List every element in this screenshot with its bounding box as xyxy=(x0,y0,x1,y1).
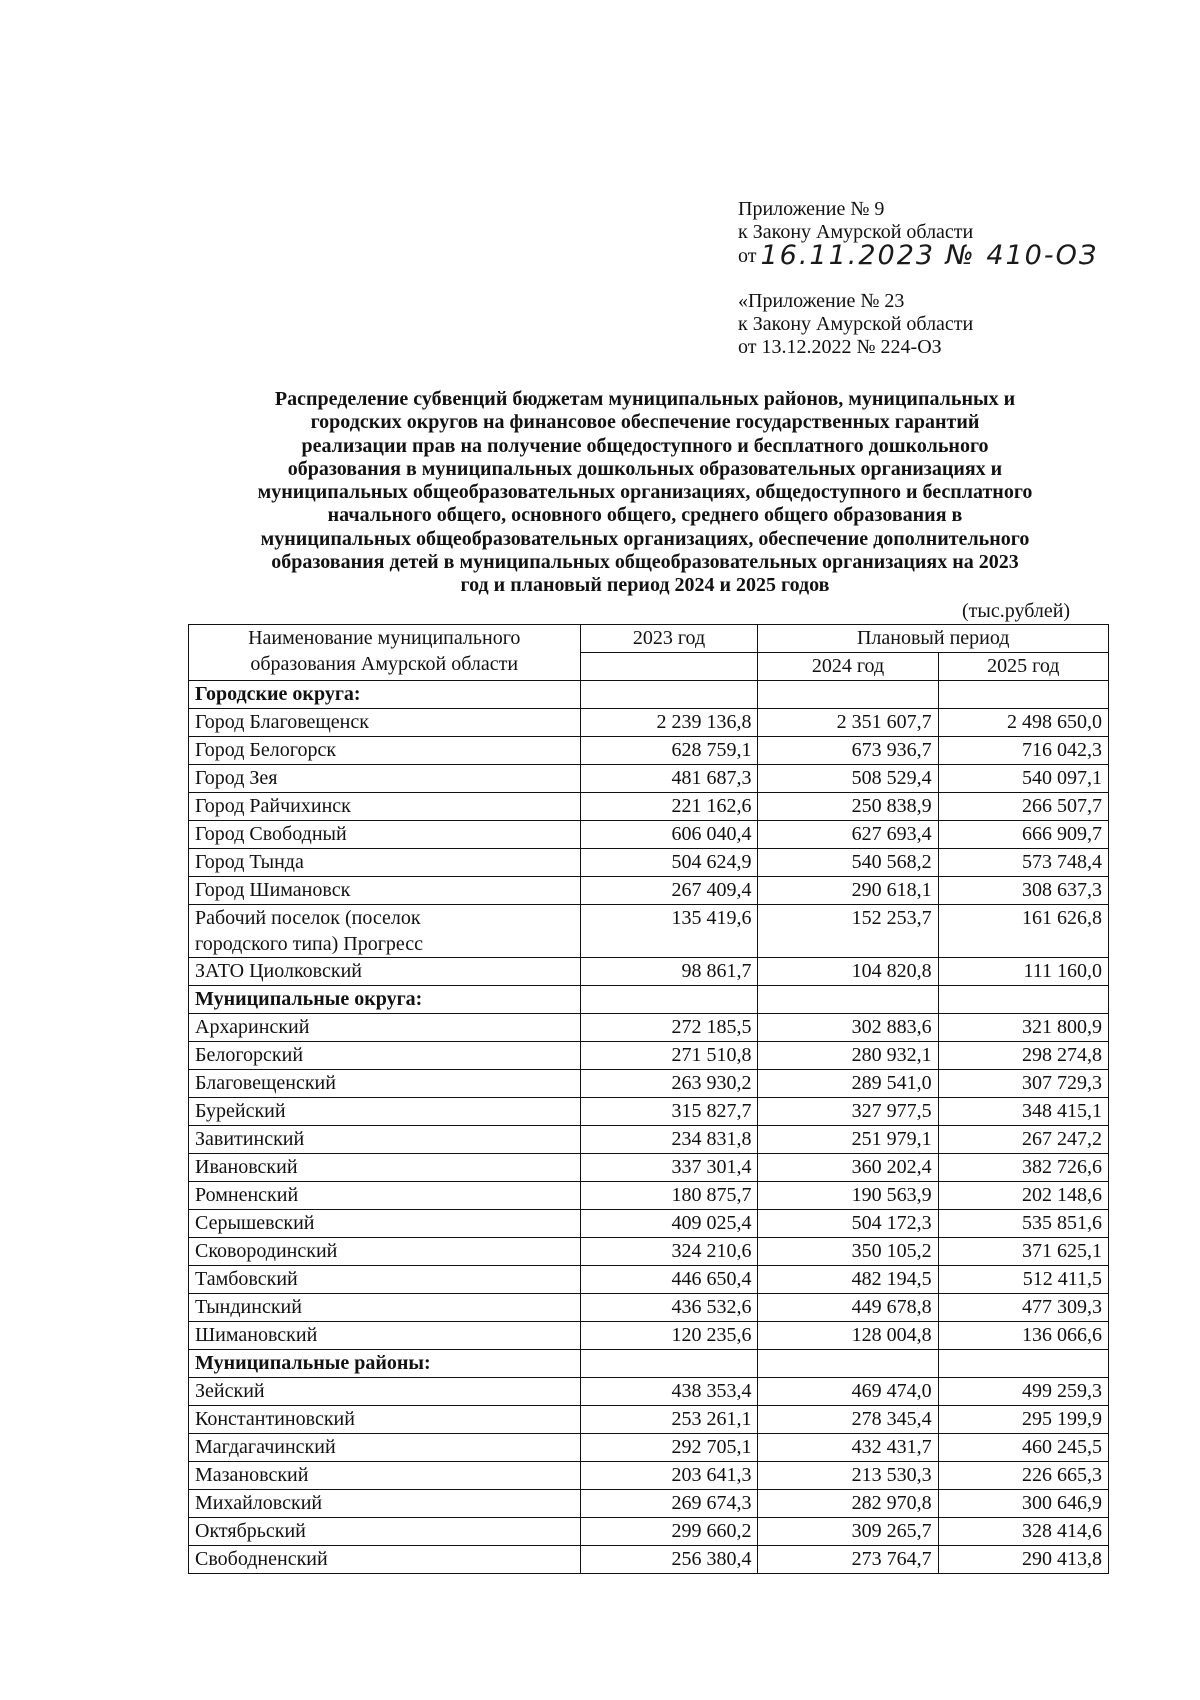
value-2023: 628 759,1 xyxy=(580,737,758,765)
value-2025: 161 626,8 xyxy=(938,905,1108,958)
table-row xyxy=(189,1042,1109,1070)
header-2025: 2025 год xyxy=(938,653,1108,681)
document-title xyxy=(180,388,1110,598)
value-2023: 120 235,6 xyxy=(580,1322,758,1350)
municipality-name: Белогорский xyxy=(189,1042,581,1070)
value-2025: 111 160,0 xyxy=(938,958,1108,986)
law-date-line xyxy=(738,240,1099,271)
value-2024: 250 838,9 xyxy=(758,793,938,821)
value-2024: 360 202,4 xyxy=(758,1154,938,1182)
empty-cell xyxy=(938,681,1108,709)
table-row xyxy=(189,849,1109,877)
value-2025: 300 646,9 xyxy=(938,1490,1108,1518)
municipality-name: Город Свободный xyxy=(189,821,581,849)
table-row xyxy=(189,1434,1109,1462)
empty-cell xyxy=(938,986,1108,1014)
value-2023: 438 353,4 xyxy=(580,1378,758,1406)
value-2023: 324 210,6 xyxy=(580,1238,758,1266)
table-row xyxy=(189,1406,1109,1434)
value-2023: 135 419,6 xyxy=(580,905,758,958)
table-row xyxy=(189,1294,1109,1322)
value-2025: 512 411,5 xyxy=(938,1266,1108,1294)
municipality-name: Город Райчихинск xyxy=(189,793,581,821)
table-row xyxy=(189,1490,1109,1518)
value-2023: 180 875,7 xyxy=(580,1182,758,1210)
value-2023: 221 162,6 xyxy=(580,793,758,821)
value-2023: 234 831,8 xyxy=(580,1126,758,1154)
section-heading: Муниципальные районы: xyxy=(189,1350,581,1378)
municipality-name: Михайловский xyxy=(189,1490,581,1518)
value-2025: 202 148,6 xyxy=(938,1182,1108,1210)
value-2024: 289 541,0 xyxy=(758,1070,938,1098)
table-row xyxy=(189,1546,1109,1574)
title-line: образования в муниципальных дошкольных образовательных организациях и xyxy=(287,457,1003,480)
municipality-name: Бурейский xyxy=(189,1098,581,1126)
value-2025: 382 726,6 xyxy=(938,1154,1108,1182)
value-2024: 2 351 607,7 xyxy=(758,709,938,737)
section-row xyxy=(189,986,1109,1014)
empty-cell xyxy=(580,681,758,709)
value-2024: 128 004,8 xyxy=(758,1322,938,1350)
original-law-reference: к Закону Амурской области xyxy=(738,313,974,335)
value-2023: 203 641,3 xyxy=(580,1462,758,1490)
value-2025: 290 413,8 xyxy=(938,1546,1108,1574)
value-2023: 292 705,1 xyxy=(580,1434,758,1462)
municipality-name: Город Зея xyxy=(189,765,581,793)
header-2023: 2023 год xyxy=(580,625,758,653)
section-heading: Городские округа: xyxy=(189,681,581,709)
value-2023: 98 861,7 xyxy=(580,958,758,986)
value-2024: 327 977,5 xyxy=(758,1098,938,1126)
table-row xyxy=(189,1266,1109,1294)
municipality-name: Благовещенский xyxy=(189,1070,581,1098)
value-2024: 251 979,1 xyxy=(758,1126,938,1154)
value-2023: 256 380,4 xyxy=(580,1546,758,1574)
municipality-name: Город Благовещенск xyxy=(189,709,581,737)
value-2024: 469 474,0 xyxy=(758,1378,938,1406)
municipality-name: Город Шимановск xyxy=(189,877,581,905)
value-2025: 2 498 650,0 xyxy=(938,709,1108,737)
municipality-name: Город Белогорск xyxy=(189,737,581,765)
value-2023: 436 532,6 xyxy=(580,1294,758,1322)
value-2024: 104 820,8 xyxy=(758,958,938,986)
value-2025: 540 097,1 xyxy=(938,765,1108,793)
municipality-name: Магдагачинский xyxy=(189,1434,581,1462)
municipality-name: Шимановский xyxy=(189,1322,581,1350)
value-2025: 267 247,2 xyxy=(938,1126,1108,1154)
table-row xyxy=(189,1462,1109,1490)
empty-cell xyxy=(580,1350,758,1378)
header-municipality-line2: образования Амурской области xyxy=(250,653,519,675)
header-2023-empty xyxy=(580,653,758,681)
municipality-name: Тындинский xyxy=(189,1294,581,1322)
value-2024: 309 265,7 xyxy=(758,1518,938,1546)
value-2023: 253 261,1 xyxy=(580,1406,758,1434)
empty-cell xyxy=(580,986,758,1014)
table-row xyxy=(189,1182,1109,1210)
value-2024: 152 253,7 xyxy=(758,905,938,958)
header-2024: 2024 год xyxy=(758,653,938,681)
section-row xyxy=(189,1350,1109,1378)
municipality-name: Ромненский xyxy=(189,1182,581,1210)
municipality-name: Сковородинский xyxy=(189,1238,581,1266)
value-2024: 432 431,7 xyxy=(758,1434,938,1462)
value-2024: 673 936,7 xyxy=(758,737,938,765)
municipality-name: Мазановский xyxy=(189,1462,581,1490)
municipality-name: Ивановский xyxy=(189,1154,581,1182)
value-2024: 449 678,8 xyxy=(758,1294,938,1322)
empty-cell xyxy=(758,986,938,1014)
municipality-name: Тамбовский xyxy=(189,1266,581,1294)
handwritten-date: 16.11.2023 № 410-ОЗ xyxy=(760,240,1099,271)
value-2023: 504 624,9 xyxy=(580,849,758,877)
value-2024: 504 172,3 xyxy=(758,1210,938,1238)
value-2023: 299 660,2 xyxy=(580,1518,758,1546)
value-2024: 278 345,4 xyxy=(758,1406,938,1434)
table-row xyxy=(189,958,1109,986)
value-2025: 226 665,3 xyxy=(938,1462,1108,1490)
value-2024: 213 530,3 xyxy=(758,1462,938,1490)
municipality-name-line: Рабочий поселок (поселок xyxy=(195,907,421,929)
title-line: муниципальных общеобразовательных организациях, общедоступного и бесплатного xyxy=(257,481,1033,504)
municipality-name: Архаринский xyxy=(189,1014,581,1042)
value-2024: 627 693,4 xyxy=(758,821,938,849)
municipality-name: Константиновский xyxy=(189,1406,581,1434)
empty-cell xyxy=(938,1350,1108,1378)
value-2024: 302 883,6 xyxy=(758,1014,938,1042)
header-municipality-line1: Наименование муниципального xyxy=(248,627,521,649)
value-2023: 267 409,4 xyxy=(580,877,758,905)
value-2023: 409 025,4 xyxy=(580,1210,758,1238)
value-2023: 272 185,5 xyxy=(580,1014,758,1042)
law-reference: к Закону Амурской области xyxy=(738,221,974,243)
value-2024: 350 105,2 xyxy=(758,1238,938,1266)
title-line: начального общего, основного общего, среднего общего образования в xyxy=(327,504,963,527)
table-row xyxy=(189,737,1109,765)
value-2024: 190 563,9 xyxy=(758,1182,938,1210)
section-heading: Муниципальные округа: xyxy=(189,986,581,1014)
table-row xyxy=(189,1518,1109,1546)
empty-cell xyxy=(758,1350,938,1378)
value-2023: 446 650,4 xyxy=(580,1266,758,1294)
value-2025: 266 507,7 xyxy=(938,793,1108,821)
table-row xyxy=(189,1154,1109,1182)
municipality-name: Зейский xyxy=(189,1378,581,1406)
table-row xyxy=(189,765,1109,793)
municipality-name: Октябрьский xyxy=(189,1518,581,1546)
municipality-name: ЗАТО Циолковский xyxy=(189,958,581,986)
value-2023: 606 040,4 xyxy=(580,821,758,849)
appendix-number: Приложение № 9 xyxy=(738,198,885,220)
value-2025: 328 414,6 xyxy=(938,1518,1108,1546)
table-row xyxy=(189,1126,1109,1154)
title-line: муниципальных общеобразовательных организациях, обеспечение дополнительного xyxy=(260,527,1030,550)
value-2025: 308 637,3 xyxy=(938,877,1108,905)
title-line: реализации прав на получение общедоступного и бесплатного дошкольного xyxy=(301,434,989,457)
value-2025: 307 729,3 xyxy=(938,1070,1108,1098)
units-label: (тыс.рублей) xyxy=(962,600,1071,622)
table-row xyxy=(189,1322,1109,1350)
value-2023: 263 930,2 xyxy=(580,1070,758,1098)
table-row xyxy=(189,905,1109,958)
table-row xyxy=(189,821,1109,849)
value-2025: 535 851,6 xyxy=(938,1210,1108,1238)
table-row xyxy=(189,1014,1109,1042)
value-2024: 280 932,1 xyxy=(758,1042,938,1070)
value-2025: 460 245,5 xyxy=(938,1434,1108,1462)
value-2023: 481 687,3 xyxy=(580,765,758,793)
date-prefix: от xyxy=(738,245,757,267)
table-body xyxy=(189,681,1109,1574)
table-row xyxy=(189,1098,1109,1126)
value-2024: 273 764,7 xyxy=(758,1546,938,1574)
value-2024: 508 529,4 xyxy=(758,765,938,793)
table-row xyxy=(189,709,1109,737)
title-line: год и плановый период 2024 и 2025 годов xyxy=(460,574,830,597)
original-appendix-number: «Приложение № 23 xyxy=(738,290,905,312)
value-2025: 321 800,9 xyxy=(938,1014,1108,1042)
table-row xyxy=(189,793,1109,821)
title-line: Распределение субвенций бюджетам муниципальных районов, муниципальных и xyxy=(274,388,1016,410)
value-2024: 290 618,1 xyxy=(758,877,938,905)
value-2023: 269 674,3 xyxy=(580,1490,758,1518)
appendix-header xyxy=(738,198,1098,359)
municipality-name-line: городского типа) Прогресс xyxy=(195,933,424,955)
subvention-table xyxy=(188,624,1109,1574)
value-2025: 666 909,7 xyxy=(938,821,1108,849)
value-2023: 271 510,8 xyxy=(580,1042,758,1070)
value-2025: 295 199,9 xyxy=(938,1406,1108,1434)
municipality-name: Завитинский xyxy=(189,1126,581,1154)
municipality-name: Серышевский xyxy=(189,1210,581,1238)
value-2025: 298 274,8 xyxy=(938,1042,1108,1070)
value-2023: 337 301,4 xyxy=(580,1154,758,1182)
title-line: образования детей в муниципальных общеобразовательных организациях на 2023 xyxy=(271,551,1019,574)
empty-cell xyxy=(758,681,938,709)
value-2025: 136 066,6 xyxy=(938,1322,1108,1350)
table-row xyxy=(189,1378,1109,1406)
value-2025: 573 748,4 xyxy=(938,849,1108,877)
value-2024: 282 970,8 xyxy=(758,1490,938,1518)
value-2024: 540 568,2 xyxy=(758,849,938,877)
table-row xyxy=(189,1210,1109,1238)
header-planned-period: Плановый период xyxy=(758,625,1109,653)
value-2025: 348 415,1 xyxy=(938,1098,1108,1126)
table-row xyxy=(189,877,1109,905)
municipality-name xyxy=(189,905,581,958)
section-row xyxy=(189,681,1109,709)
municipality-name: Свободненский xyxy=(189,1546,581,1574)
value-2025: 371 625,1 xyxy=(938,1238,1108,1266)
value-2023: 315 827,7 xyxy=(580,1098,758,1126)
table-row xyxy=(189,1070,1109,1098)
original-law-date: от 13.12.2022 № 224-ОЗ xyxy=(738,336,942,358)
value-2025: 477 309,3 xyxy=(938,1294,1108,1322)
title-line: городских округов на финансовое обеспечение государственных гарантий xyxy=(310,411,980,434)
municipality-name: Город Тында xyxy=(189,849,581,877)
value-2025: 716 042,3 xyxy=(938,737,1108,765)
value-2023: 2 239 136,8 xyxy=(580,709,758,737)
value-2024: 482 194,5 xyxy=(758,1266,938,1294)
table-row xyxy=(189,1238,1109,1266)
value-2025: 499 259,3 xyxy=(938,1378,1108,1406)
header-municipality xyxy=(189,625,581,681)
